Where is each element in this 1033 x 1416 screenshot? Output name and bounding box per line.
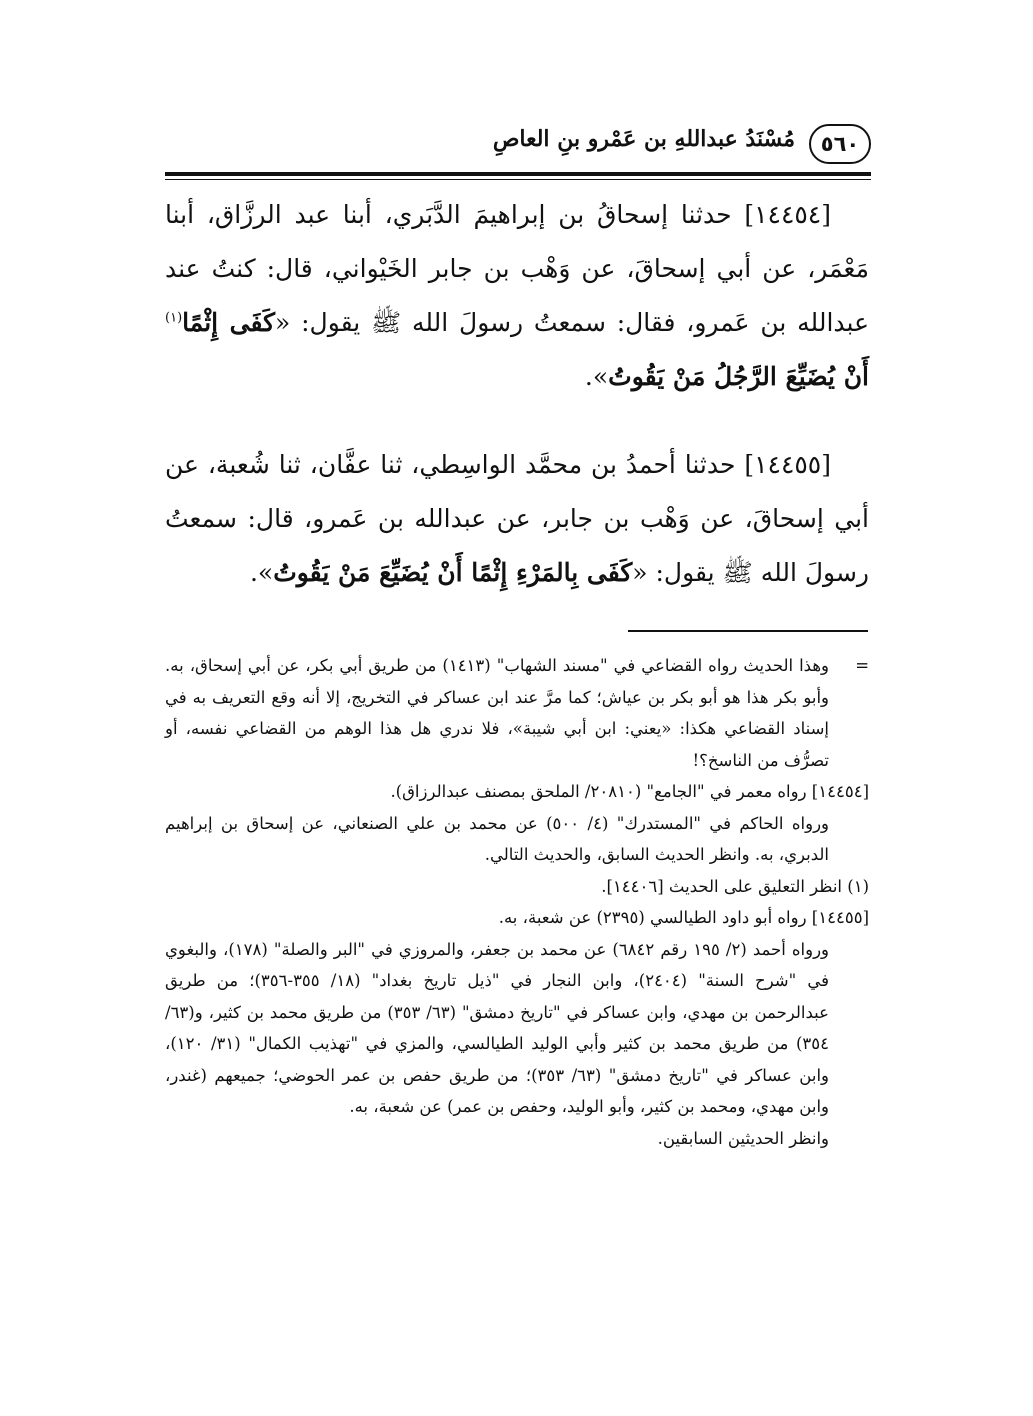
hadith-14454-quote-rest: أَنْ يُضَيِّعَ الرَّجُلُ مَنْ يَقُوتُ xyxy=(608,362,869,391)
footnote-separator xyxy=(628,630,868,632)
hadith-14454-quote: كَفَى إِثْمًا xyxy=(182,308,276,337)
page-number-badge xyxy=(809,124,871,164)
hadith-14455-quote: كَفَى بِالمَرْءِ إِثْمًا أَنْ يُضَيِّعَ مَنْ يَقُوتُ xyxy=(273,558,633,587)
footnote-1: (١) انظر التعليق على الحديث [١٤٤٠٦]. xyxy=(601,876,869,896)
header-rule-thick xyxy=(165,172,871,176)
main-text xyxy=(165,188,869,600)
continuation-mark: = xyxy=(855,656,870,675)
hadith-14454 xyxy=(165,188,869,404)
header-rule-thin xyxy=(165,179,871,180)
page-header xyxy=(165,118,871,170)
footnote-14455-c: وانظر الحديثين السابقين. xyxy=(657,1128,829,1148)
footnote-14455-b: ورواه أحمد (٢/ ١٩٥ رقم ٦٨٤٢) عن محمد بن جعفر، والمروزي في "البر والصلة" (١٧٨)، والبغوي في "شرح السنة" (٢٤٠٤)، وابن النجار في "ذيل تاريخ بغداد" (١٨/ ٣٥٥-٣٥٦)؛ من طريق عبدالرحمن بن مهدي، وابن عساكر في "تاريخ دمشق" (٦٣/ ٣٥٣) من طريق محمد بن كثير، و(٦٣/ ٣٥٤) من طريق محمد بن كثير وأبي الوليد الطيالسي، والمزي في "تهذيب الكمال" (٣١/ ١٢٠)، وابن عساكر في "تاريخ دمشق" (٦٣/ ٣٥٣)؛ من طريق حفص بن عمر الحوضي؛ جميعهم (غندر، وابن مهدي، ومحمد بن كثير، وأبو الوليد، وحفص بن عمر) عن شعبة، به. xyxy=(165,939,830,1116)
hadith-14454-text: [١٤٤٥٤] حدثنا إسحاقُ بن إبراهيمَ الدَّبَري، أبنا عبد الرزَّاق، أبنا مَعْمَر، عن أبي إسحاقَ، عن وَهْب بن جابر الخَيْواني، قال: كنتُ عند عبدالله بن عَمرو، فقال: سمعتُ رسولَ الله ﷺ يقول: « xyxy=(165,200,869,337)
footnote-14455-a: [١٤٤٥٥] رواه أبو داود الطيالسي (٢٣٩٥) عن شعبة، به. xyxy=(498,908,869,927)
footnote-continuation-text: وهذا الحديث رواه القضاعي في "مسند الشهاب" (١٤١٣) من طريق أبي بكر، عن أبي إسحاق، به. وأبو بكر هذا هو أبو بكر بن عياش؛ كما مرَّ عند ابن عساكر في التخريج، إلا أنه وقع التعريف به في إسناد القضاعي هكذا: «يعني: ابن أبي شيبة»، فلا ندري هل هذا الوهم من القضاعي نفسه، أو تصرُّف من الناسخ؟! xyxy=(165,656,830,770)
page-number: ٥٦٠ xyxy=(820,131,860,156)
footnote-marker-1: (١) xyxy=(165,310,183,326)
hadith-14455 xyxy=(165,438,869,600)
footnote-continuation xyxy=(165,650,869,776)
hadith-14454-end: ». xyxy=(584,362,609,391)
hadith-14455-end: ». xyxy=(249,558,274,587)
running-title: مُسْنَدُ عبداللهِ بن عَمْرو بنِ العاصِ xyxy=(492,126,795,152)
footnotes xyxy=(165,650,869,1154)
footnote-14454-b: ورواه الحاكم في "المستدرك" (٤/ ٥٠٠) عن محمد بن علي الصنعاني، عن إسحاق بن إبراهيم الدبري، به. وانظر الحديث السابق، والحديث التالي. xyxy=(165,813,829,864)
footnote-14454-a: [١٤٤٥٤] رواه معمر في "الجامع" (٢٠٨١٠/ الملحق بمصنف عبدالرزاق). xyxy=(390,782,869,801)
hadith-14455-text: [١٤٤٥٥] حدثنا أحمدُ بن محمَّد الواسِطي، ثنا عفَّان، ثنا شُعبة، عن أبي إسحاقَ، عن وَهْب بن جابر، عن عبدالله بن عَمرو، قال: سمعتُ رسولَ الله ﷺ يقول: « xyxy=(165,450,869,587)
